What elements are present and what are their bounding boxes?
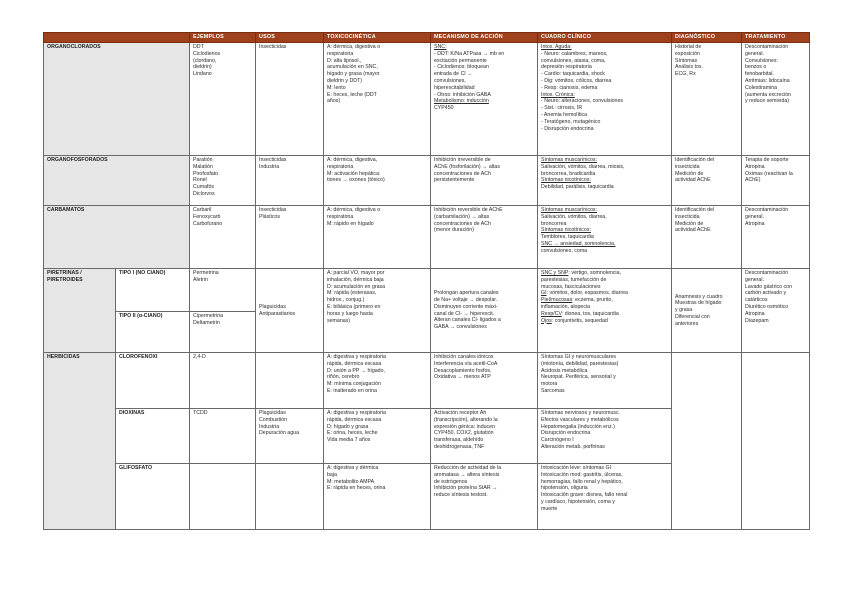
subgroup-glifosato: GLIFOSFATO <box>116 464 190 530</box>
cell-line: Acidosis metabólica <box>541 367 588 374</box>
cell-line: Depuración agua <box>259 430 299 437</box>
cell-cuadro-clinico <box>538 464 672 530</box>
cell-line: Efectos vasculares y metabólicos <box>541 416 619 423</box>
cell-line: - Neuro: calambres, mareos, <box>541 50 608 57</box>
cell-line: - Anemia hemolítica <box>541 111 588 118</box>
cell-line: parestesias, tumefacción de <box>541 276 607 283</box>
cell-line: Síntomas <box>675 57 698 64</box>
cell-line: Prolongan apertura canales <box>434 290 499 297</box>
cell-line: Historial de <box>675 44 702 50</box>
cell-line: Industria <box>259 423 280 430</box>
cell-line: dieldrin y DDT) <box>327 77 363 84</box>
cell-line: Resp/CV: disnea, tos, taquicardia <box>541 310 619 317</box>
cell-line: Inhibición irreversible de <box>434 157 491 163</box>
cell-line: tiones → oxones (tóxico) <box>327 177 385 184</box>
subgroup-tipo1: TIPO I (NO CIANO) <box>116 269 190 312</box>
cell-line: Temblores, taquicardia <box>541 234 594 241</box>
cell-line: Ronel <box>193 177 207 184</box>
cell-cuadro-clinico <box>538 353 672 409</box>
cell-line: baja <box>327 471 337 478</box>
cell-diagnostico <box>672 269 742 353</box>
cell-cuadro-clinico <box>538 43 672 156</box>
cell-line: AChE (fosforilación) → altas <box>434 163 500 170</box>
cell-line: SNC y SNP: vértigo, somnolencia, <box>541 270 621 276</box>
cell-ejemplos <box>190 206 256 269</box>
cell-line: Malatión <box>193 163 213 170</box>
cell-line: Industria <box>259 163 280 170</box>
cell-line: convulsiones, coma <box>541 247 588 254</box>
cell-line: Salivación, vómitos, diarrea, miosis, <box>541 163 625 170</box>
cell-line: broncorrea, bradicardia <box>541 170 596 177</box>
toxicology-table <box>43 32 810 530</box>
cell-line: - Cardio: taquicardia, shock <box>541 71 605 78</box>
cell-line: PIRETRINAS / <box>47 270 82 276</box>
cell-line: - Resp: cianosis, edema <box>541 84 598 91</box>
cell-ejemplos <box>190 156 256 206</box>
header-ejemplos: EJEMPLOS <box>190 33 256 43</box>
cell-line: exposición <box>675 50 700 57</box>
cell-line: TCDD <box>193 410 208 416</box>
cell-usos <box>256 409 324 464</box>
cell-line: M: mínima conjugación <box>327 381 381 388</box>
group-name: ORGANOCLORADOS <box>44 43 190 156</box>
cell-line: hipotensión, oliguria <box>541 485 588 492</box>
cell-line: SNC → ansiedad, somnolencia, <box>541 240 616 247</box>
cell-mecanismo <box>431 409 538 464</box>
cell-line: Diclorvos <box>193 190 215 197</box>
cell-line: - Otros: inhibición GABA <box>434 91 491 98</box>
cell-toxicocinetica <box>324 464 431 530</box>
cell-line: insecticida <box>675 213 700 220</box>
cell-diagnostico <box>672 43 742 156</box>
cell-line: - Sist.: cirrosis, IR <box>541 105 583 112</box>
cell-line: Inhibición reversible de AChE <box>434 207 503 213</box>
cell-line: aromatasa → altera síntesis <box>434 471 500 478</box>
subgroup-dioxinas: DIOXINAS <box>116 409 190 464</box>
cell-line: concentraciones de ACh <box>434 220 491 227</box>
cell-line: reduce síntesis testost. <box>434 492 488 499</box>
cell-toxicocinetica <box>324 269 431 353</box>
cell-line: E: orina, heces, leche <box>327 430 378 437</box>
cell-line: Descontaminación <box>745 207 789 213</box>
cell-line: Intoxicación mod: gastritis, úlceras, <box>541 471 623 478</box>
cell-line: E: inalterado en orina <box>327 387 377 394</box>
cell-line: Antiparasitarios <box>259 310 296 317</box>
cell-line: - Ciclodienos: bloquean <box>434 64 489 71</box>
cell-line: Alteración metab. porfirinas <box>541 443 605 450</box>
cell-line: - DDT: K/Na ATPasa → mb en <box>434 50 505 57</box>
cell-line: persistentemente <box>434 177 475 184</box>
cell-cuadro-clinico <box>538 156 672 206</box>
cell-line: inflamación, alopecia <box>541 303 591 310</box>
cell-line: - Teratógeno, mutagénico <box>541 118 601 125</box>
cell-line: D: hígado y grasa <box>327 423 369 430</box>
cell-line: Paratión <box>193 157 213 163</box>
cell-usos <box>256 206 324 269</box>
cell-line: riñón, cerebro <box>327 374 360 381</box>
cell-line: D: alta liposol., <box>327 57 362 64</box>
cell-line: excitación permanente <box>434 57 487 64</box>
cell-line: expresión génica: inducen <box>434 423 496 430</box>
cell-line: fenobarbital. <box>745 71 774 78</box>
row-organoclorados <box>44 43 810 156</box>
cell-line: Arritmias: lidocaína <box>745 77 790 84</box>
cell-line: catárticos <box>745 297 768 304</box>
cell-line: A: dérmica, digestiva, <box>327 157 378 163</box>
cell-line: acumulación en SNC, <box>327 64 378 71</box>
cell-line: DDT <box>193 44 204 50</box>
cell-line: convulsiones, ataxia, coma, <box>541 57 606 64</box>
cell-line: Oxidativa → menos ATP <box>434 374 491 381</box>
cell-line: Muestras de hígado <box>675 300 722 307</box>
cell-line: Medición de <box>675 170 704 177</box>
subgroup-tipo2: TIPO II (α-CIANO) <box>116 312 190 353</box>
cell-line: Sarcomas <box>541 387 565 394</box>
cell-line: D: unión a PP → hígado, <box>327 367 385 374</box>
cell-line: (aumenta excreción <box>745 91 792 98</box>
cell-line: general. <box>745 50 764 57</box>
cell-mecanismo <box>431 43 538 156</box>
cell-line: hidrox., conjug.) <box>327 297 365 304</box>
header-row <box>44 33 810 43</box>
cell-line: Intoxicación grave: disnea, fallo renal <box>541 492 628 499</box>
row-organofosforados <box>44 156 810 206</box>
cell-line: M: rápido en hígado <box>327 220 374 227</box>
cell-line: entrada de Cl → <box>434 71 473 78</box>
cell-line: Aletrin <box>193 276 208 283</box>
cell-line: Fenoxycarb <box>193 213 221 220</box>
cell-ejemplos <box>190 353 256 409</box>
cell-line: Oximas (reactivan la <box>745 170 793 177</box>
cell-line: inhalación, dérmica baja <box>327 276 384 283</box>
header-toxicocinetica: TOXICOCINÉTICA <box>324 33 431 43</box>
header-cuadro-clinico: CUADRO CLÍNICO <box>538 33 672 43</box>
cell-line: respiratoria <box>327 213 354 220</box>
cell-toxicocinetica <box>324 409 431 464</box>
cell-line: Lindano <box>193 71 212 78</box>
cell-line: M: rápida (esterasas, <box>327 290 377 297</box>
cell-mecanismo <box>431 206 538 269</box>
cell-usos <box>256 269 324 353</box>
cell-line: Disminuyen corriente máxi- <box>434 303 498 310</box>
cell-mecanismo <box>431 353 538 409</box>
cell-line: Síntomas nicotínicos: <box>541 227 591 234</box>
cell-line: carbón activado y <box>745 290 787 297</box>
cell-tratamiento <box>742 156 810 206</box>
cell-line: hiperexcitabilidad <box>434 84 475 91</box>
cell-line: Pirofosfato <box>193 170 219 177</box>
cell-line: M: lento <box>327 84 346 91</box>
cell-line: Inhibición canales iónicos <box>434 354 494 360</box>
cell-tratamiento <box>742 353 810 530</box>
cell-line: (clordano, <box>193 57 217 64</box>
header-usos: USOS <box>256 33 324 43</box>
cell-line: motora <box>541 381 558 388</box>
cell-line: Colestiramina <box>745 84 778 91</box>
cell-line: Síntomas muscarínicos: <box>541 207 598 213</box>
header-tratamiento: TRATAMIENTO <box>742 33 810 43</box>
header-blank <box>44 33 190 43</box>
cell-line: PIRETROIDES <box>47 276 83 283</box>
cell-line: 2,4-D <box>193 354 206 360</box>
cell-line: Intox. Crónica: <box>541 91 575 98</box>
cell-diagnostico <box>672 353 742 530</box>
cell-line: - Dig: vómitos, cólicos, diarrea <box>541 77 612 84</box>
group-name <box>44 269 116 353</box>
cell-line: CYP450 <box>434 105 454 112</box>
cell-line: Combustión <box>259 416 288 423</box>
cell-line: Ojos: conjuntivitis, sequedad <box>541 317 608 324</box>
cell-line: Interferencia vía acetil-CoA <box>434 360 498 367</box>
cell-line: Plaguicidas <box>259 303 286 310</box>
cell-line: Ciclodienos <box>193 50 221 57</box>
cell-line: mucosas, fasciculaciones <box>541 283 601 290</box>
cell-line: horas y luego hasta <box>327 310 373 317</box>
cell-line: M: activación hepática: <box>327 170 381 177</box>
cell-ejemplos <box>190 269 256 312</box>
cell-line: rápida, dérmica escasa <box>327 360 382 367</box>
cell-usos <box>256 156 324 206</box>
cell-ejemplos <box>190 409 256 464</box>
cell-line: Atropina <box>745 163 765 170</box>
cell-toxicocinetica <box>324 156 431 206</box>
cell-line: deshidrogenasa, TNF <box>434 443 485 450</box>
cell-toxicocinetica <box>324 43 431 156</box>
cell-line: (miotonía, debilidad, parestesias) <box>541 360 619 367</box>
cell-line: Piel/mucosas: eczema, prurito, <box>541 297 613 304</box>
cell-line: ECG, Rx <box>675 71 696 78</box>
cell-diagnostico <box>672 206 742 269</box>
row-carbamatos <box>44 206 810 269</box>
cell-line: Síntomas muscarínicos: <box>541 157 598 163</box>
cell-line: (transcripción), alterando la <box>434 416 498 423</box>
cell-line: A: dérmica, digestiva o <box>327 207 381 213</box>
cell-line: Convulsiones: <box>745 57 778 64</box>
group-name: CARBAMATOS <box>44 206 190 269</box>
cell-line: Deltametrin <box>193 319 220 326</box>
cell-line: Neuropat. Periférica, sensorial y <box>541 374 616 381</box>
cell-line: Diazepam <box>745 317 769 324</box>
cell-line: Desacoplamiento fosfos. <box>434 367 492 374</box>
cell-line: Síntomas nicotínicos: <box>541 177 591 184</box>
group-name: HERBICIDAS <box>44 353 116 530</box>
cell-line: Intox. Aguda: <box>541 44 572 50</box>
cell-line: A: digestiva y respiratoria <box>327 410 386 416</box>
cell-line: Atropina <box>745 310 765 317</box>
cell-line: hemorragias, fallo renal y hepático, <box>541 478 623 485</box>
cell-line: concentraciones de ACh <box>434 170 491 177</box>
cell-line: Reducción de actividad de la <box>434 465 502 471</box>
cell-line: Identificación del <box>675 207 715 213</box>
cell-line: E: rápida en heces, orina <box>327 485 386 492</box>
cell-line: E: heces, leche (DDT <box>327 91 377 98</box>
cell-usos <box>256 43 324 156</box>
cell-line: Identificación del <box>675 157 715 163</box>
cell-line: SNC: <box>434 44 447 50</box>
cell-line: E: biliásica (primero en <box>327 303 381 310</box>
cell-mecanismo <box>431 464 538 530</box>
cell-line: GABA → convulsiones <box>434 324 487 331</box>
cell-tratamiento <box>742 269 810 353</box>
cell-line: CYP450, COX2, glutatión <box>434 430 494 437</box>
cell-diagnostico <box>672 156 742 206</box>
cell-line: años) <box>327 98 341 105</box>
cell-line: A: digestiva y dérmica <box>327 465 379 471</box>
cell-line: Inhibición proteína StAR → <box>434 485 498 492</box>
header-diagnostico: DIAGNÓSTICO <box>672 33 742 43</box>
cell-line: Análisis tox. <box>675 64 704 71</box>
cell-line: Cipermetrina <box>193 313 224 319</box>
cell-mecanismo <box>431 269 538 353</box>
cell-line: GI: vómitos, dolor, espasmos, diarrea <box>541 290 628 297</box>
cell-line: A: dérmica, digestiva o <box>327 44 381 50</box>
cell-line: Alteran canales Cl- ligados a <box>434 317 501 324</box>
cell-line: rápida, dérmica escasa <box>327 416 382 423</box>
cell-line: de Na+ voltaje → despolar. <box>434 296 498 303</box>
cell-line: actividad AChE <box>675 177 711 184</box>
cell-line: y cardíaco, hipotensión, coma y <box>541 498 615 505</box>
cell-line: A: digestiva y respiratoria <box>327 354 386 360</box>
group-name: ORGANOFOSFORADOS <box>44 156 190 206</box>
cell-usos <box>256 353 324 409</box>
cell-line: Insecticidas <box>259 44 287 50</box>
cell-line: Medición de <box>675 220 704 227</box>
cell-line: semanas) <box>327 317 351 324</box>
cell-line: Salivación, vómitos, diarrea, <box>541 213 607 220</box>
cell-line: y reduce semivida) <box>745 98 790 105</box>
cell-line: transferasa, aldehído <box>434 437 484 444</box>
cell-tratamiento <box>742 43 810 156</box>
cell-line: Diurético osmótico <box>745 303 789 310</box>
cell-line: depresión respiratoria <box>541 64 592 71</box>
cell-line: Metabolismo: inducción <box>434 98 489 105</box>
cell-line: Insecticidas <box>259 157 287 163</box>
cell-line: A: parcial VO, mayor por <box>327 270 385 276</box>
cell-line: muerte <box>541 505 558 512</box>
cell-line: Carcinógeno I <box>541 437 574 444</box>
cell-line: anteriores <box>675 320 699 327</box>
cell-line: (carbamilación) → altas <box>434 213 490 220</box>
cell-line: Descontaminación <box>745 44 789 50</box>
cell-line: - Neuro: alteraciones, convulsiones <box>541 98 624 105</box>
cell-line: Síntomas nerviosos y neuromusc. <box>541 410 621 416</box>
cell-cuadro-clinico <box>538 269 672 353</box>
cell-line: Permetrina <box>193 270 219 276</box>
cell-line: insecticida <box>675 163 700 170</box>
cell-line: y grasa <box>675 307 693 314</box>
cell-line: convulsiones, <box>434 77 466 84</box>
cell-line: Hepatomegalia (inducción enz.) <box>541 423 615 430</box>
cell-line: Terapia de soporte <box>745 157 789 163</box>
cell-ejemplos <box>190 464 256 530</box>
cell-line: Intoxicación leve: síntomas GI <box>541 465 612 471</box>
cell-line: dieldrin) <box>193 64 212 71</box>
cell-tratamiento <box>742 206 810 269</box>
cell-line: general. <box>745 213 764 220</box>
cell-line: Plásticos <box>259 213 281 220</box>
cell-line: Vida media 7 años <box>327 437 371 444</box>
row-piretrinas-tipo1 <box>44 269 810 312</box>
cell-line: benzos o <box>745 64 767 71</box>
cell-line: respiratoria <box>327 50 354 57</box>
header-mecanismo: MECANISMO DE ACCIÓN <box>431 33 538 43</box>
cell-mecanismo <box>431 156 538 206</box>
cell-line: Diferencial con <box>675 313 710 320</box>
cell-ejemplos <box>190 312 256 353</box>
cell-line: Descontaminación <box>745 270 789 276</box>
cell-line: Insecticidas <box>259 207 287 213</box>
cell-line: Lavado gástrico con <box>745 283 792 290</box>
cell-line: Debilidad, parálisis, taquicardia <box>541 184 614 191</box>
cell-line: general. <box>745 276 764 283</box>
cell-toxicocinetica <box>324 206 431 269</box>
cell-ejemplos <box>190 43 256 156</box>
subgroup-clorofenoxi: CLOROFENOXI <box>116 353 190 409</box>
cell-line: - Disrupción endocrina <box>541 125 594 132</box>
cell-line: canal de Cl- → hiperexcit. <box>434 310 495 317</box>
row-clorofenoxi <box>44 353 810 409</box>
cell-line: Cumafós <box>193 184 215 191</box>
cell-line: AChE) <box>745 177 761 184</box>
cell-line: M: metabolito AMPA <box>327 478 375 485</box>
cell-usos <box>256 464 324 530</box>
cell-line: hígado y grasa (mayor <box>327 71 380 78</box>
cell-line: Carbaril <box>193 207 212 213</box>
cell-line: Disrupción endocrina <box>541 430 591 437</box>
cell-line: (menor duración) <box>434 227 474 234</box>
cell-line: actividad AChE <box>675 227 711 234</box>
cell-line: de estrógenos <box>434 478 468 485</box>
cell-cuadro-clinico <box>538 206 672 269</box>
cell-line: D: acumulación en grasa <box>327 283 386 290</box>
cell-line: Anamnesis y cuadro <box>675 293 723 300</box>
cell-line: Plaguicidas <box>259 410 286 416</box>
cell-line: broncorrea <box>541 220 567 227</box>
cell-line: Activación receptor Ah <box>434 410 487 416</box>
cell-toxicocinetica <box>324 353 431 409</box>
cell-line: Carbofurano <box>193 220 223 227</box>
cell-line: respiratoria <box>327 163 354 170</box>
cell-cuadro-clinico <box>538 409 672 464</box>
cell-line: Atropina <box>745 220 765 227</box>
cell-line: Síntomas GI y neuromusculares <box>541 354 616 360</box>
